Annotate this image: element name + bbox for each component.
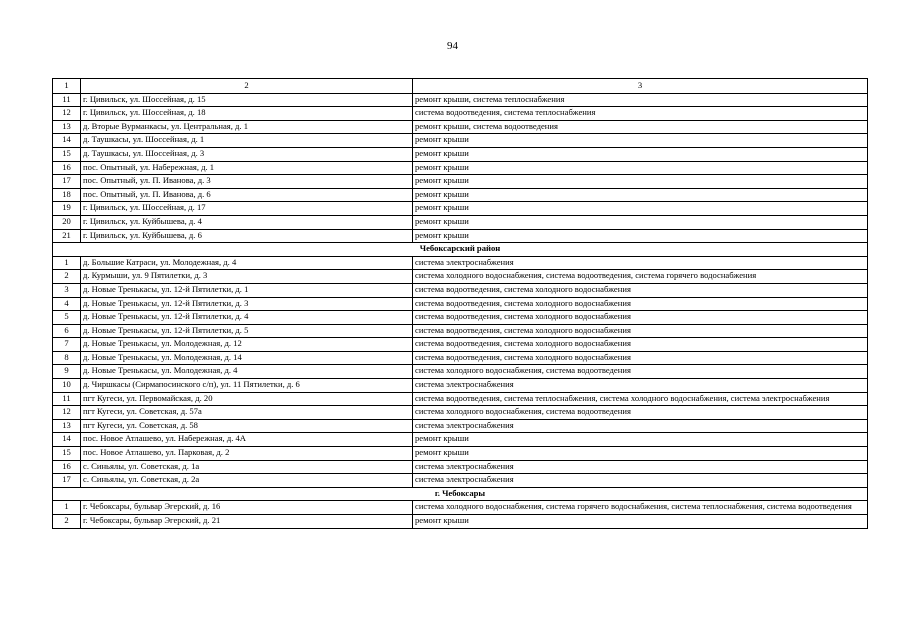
address-cell: пос. Опытный, ул. П. Иванова, д. 3 — [81, 175, 413, 189]
work-type-cell: система электроснабжения — [413, 460, 868, 474]
work-type-cell: система холодного водоснабжения, система водоотведения, система горячего водоснабжения — [413, 270, 868, 284]
work-type-cell: ремонт крыши — [413, 447, 868, 461]
row-number: 2 — [53, 515, 81, 529]
address-cell: г. Цивильск, ул. Куйбышева, д. 4 — [81, 215, 413, 229]
work-type-cell: ремонт крыши — [413, 147, 868, 161]
table-row — [53, 311, 868, 325]
work-type-cell: система холодного водоснабжения, система водоотведения — [413, 406, 868, 420]
table-row — [53, 406, 868, 420]
table-row — [53, 379, 868, 393]
section-header-row — [53, 243, 868, 257]
work-type-cell: система холодного водоснабжения, система горячего водоснабжения, система теплоснабжения, система водоотведения — [413, 501, 868, 515]
row-number: 11 — [53, 392, 81, 406]
table-row — [53, 447, 868, 461]
work-type-cell: система водоотведения, система холодного водоснабжения — [413, 338, 868, 352]
work-type-cell: ремонт крыши — [413, 161, 868, 175]
row-number: 20 — [53, 215, 81, 229]
table-row — [53, 338, 868, 352]
table-row — [53, 351, 868, 365]
table-row — [53, 460, 868, 474]
row-number: 16 — [53, 460, 81, 474]
table-row — [53, 433, 868, 447]
table-body — [53, 79, 868, 529]
address-cell: г. Цивильск, ул. Шоссейная, д. 17 — [81, 202, 413, 216]
address-cell: д. Новые Тренькасы, ул. 12-й Пятилетки, д. 3 — [81, 297, 413, 311]
row-number: 6 — [53, 324, 81, 338]
address-cell: д. Новые Тренькасы, ул. 12-й Пятилетки, д. 5 — [81, 324, 413, 338]
table-row — [53, 270, 868, 284]
row-number: 7 — [53, 338, 81, 352]
work-type-cell: система электроснабжения — [413, 419, 868, 433]
row-number: 9 — [53, 365, 81, 379]
table-row — [53, 419, 868, 433]
row-number: 5 — [53, 311, 81, 325]
table-row — [53, 175, 868, 189]
work-type-cell: система водоотведения, система холодного водоснабжения — [413, 311, 868, 325]
work-type-cell: система водоотведения, система теплоснабжения — [413, 107, 868, 121]
work-type-cell: система электроснабжения — [413, 474, 868, 488]
row-number: 8 — [53, 351, 81, 365]
address-cell: д. Новые Тренькасы, ул. Молодежная, д. 14 — [81, 351, 413, 365]
table-row — [53, 93, 868, 107]
address-cell: д. Таушкасы, ул. Шоссейная, д. 1 — [81, 134, 413, 148]
table-row — [53, 324, 868, 338]
table-row — [53, 215, 868, 229]
table-row — [53, 515, 868, 529]
row-number: 4 — [53, 297, 81, 311]
table-row — [53, 161, 868, 175]
page-number: 94 — [447, 40, 458, 52]
table-row — [53, 297, 868, 311]
table-row — [53, 188, 868, 202]
address-cell: д. Новые Тренькасы, ул. Молодежная, д. 4 — [81, 365, 413, 379]
work-type-cell: ремонт крыши, система теплоснабжения — [413, 93, 868, 107]
work-type-cell: ремонт крыши, система водоотведения — [413, 120, 868, 134]
header-row — [53, 79, 868, 94]
row-number: 17 — [53, 175, 81, 189]
repair-table — [52, 78, 868, 529]
section-header-row — [53, 487, 868, 501]
address-cell: д. Новые Тренькасы, ул. 12-й Пятилетки, д. 4 — [81, 311, 413, 325]
row-number: 19 — [53, 202, 81, 216]
row-number: 10 — [53, 379, 81, 393]
work-type-cell: система водоотведения, система холодного водоснабжения — [413, 351, 868, 365]
address-cell: пос. Новое Атлашево, ул. Набережная, д. 4А — [81, 433, 413, 447]
work-type-cell: система холодного водоснабжения, система водоотведения — [413, 365, 868, 379]
row-number: 3 — [53, 283, 81, 297]
table-row — [53, 229, 868, 243]
table-row — [53, 501, 868, 515]
work-type-cell: ремонт крыши — [413, 215, 868, 229]
address-cell: г. Чебоксары, бульвар Эгерский, д. 21 — [81, 515, 413, 529]
address-cell: пгт Кугеси, ул. Советская, д. 58 — [81, 419, 413, 433]
address-cell: г. Чебоксары, бульвар Эгерский, д. 16 — [81, 501, 413, 515]
address-cell: пгт Кугеси, ул. Первомайская, д. 20 — [81, 392, 413, 406]
work-type-cell: система водоотведения, система холодного водоснабжения — [413, 324, 868, 338]
table-row — [53, 392, 868, 406]
table-row — [53, 107, 868, 121]
address-cell: с. Синьялы, ул. Советская, д. 2а — [81, 474, 413, 488]
table-row — [53, 147, 868, 161]
address-cell: г. Цивильск, ул. Куйбышева, д. 6 — [81, 229, 413, 243]
address-cell: пгт Кугеси, ул. Советская, д. 57а — [81, 406, 413, 420]
row-number: 12 — [53, 406, 81, 420]
row-number: 14 — [53, 134, 81, 148]
table-row — [53, 283, 868, 297]
address-cell: д. Новые Тренькасы, ул. Молодежная, д. 12 — [81, 338, 413, 352]
work-type-cell: система водоотведения, система теплоснабжения, система холодного водоснабжения, система электроснабжения — [413, 392, 868, 406]
row-number: 13 — [53, 120, 81, 134]
work-type-cell: система водоотведения, система холодного водоснабжения — [413, 283, 868, 297]
header-cell-1: 1 — [53, 79, 81, 94]
row-number: 11 — [53, 93, 81, 107]
row-number: 13 — [53, 419, 81, 433]
row-number: 1 — [53, 501, 81, 515]
address-cell: пос. Новое Атлашево, ул. Парковая, д. 2 — [81, 447, 413, 461]
section-title: г. Чебоксары — [53, 487, 868, 501]
address-cell: г. Цивильск, ул. Шоссейная, д. 15 — [81, 93, 413, 107]
table-row — [53, 256, 868, 270]
work-type-cell: система электроснабжения — [413, 256, 868, 270]
work-type-cell: ремонт крыши — [413, 515, 868, 529]
address-cell: д. Вторые Вурманкасы, ул. Центральная, д. 1 — [81, 120, 413, 134]
work-type-cell: ремонт крыши — [413, 175, 868, 189]
header-cell-3: 3 — [413, 79, 868, 94]
table-row — [53, 365, 868, 379]
address-cell: д. Чиршкасы (Сирмапосинского с/п), ул. 11 Пятилетки, д. 6 — [81, 379, 413, 393]
work-type-cell: ремонт крыши — [413, 229, 868, 243]
work-type-cell: ремонт крыши — [413, 433, 868, 447]
address-cell: пос. Опытный, ул. П. Иванова, д. 6 — [81, 188, 413, 202]
address-cell: г. Цивильск, ул. Шоссейная, д. 18 — [81, 107, 413, 121]
row-number: 2 — [53, 270, 81, 284]
work-type-cell: ремонт крыши — [413, 134, 868, 148]
work-type-cell: ремонт крыши — [413, 188, 868, 202]
table-row — [53, 120, 868, 134]
row-number: 1 — [53, 256, 81, 270]
section-title: Чебоксарский район — [53, 243, 868, 257]
address-cell: д. Курмыши, ул. 9 Пятилетки, д. 3 — [81, 270, 413, 284]
row-number: 18 — [53, 188, 81, 202]
table-row — [53, 202, 868, 216]
row-number: 17 — [53, 474, 81, 488]
table-row — [53, 134, 868, 148]
work-type-cell: ремонт крыши — [413, 202, 868, 216]
row-number: 15 — [53, 147, 81, 161]
row-number: 14 — [53, 433, 81, 447]
work-type-cell: система электроснабжения — [413, 379, 868, 393]
row-number: 16 — [53, 161, 81, 175]
work-type-cell: система водоотведения, система холодного водоснабжения — [413, 297, 868, 311]
address-cell: пос. Опытный, ул. Набережная, д. 1 — [81, 161, 413, 175]
address-cell: д. Таушкасы, ул. Шоссейная, д. 3 — [81, 147, 413, 161]
row-number: 15 — [53, 447, 81, 461]
address-cell: д. Большие Катраси, ул. Молодежная, д. 4 — [81, 256, 413, 270]
row-number: 12 — [53, 107, 81, 121]
row-number: 21 — [53, 229, 81, 243]
table-row — [53, 474, 868, 488]
address-cell: с. Синьялы, ул. Советская, д. 1а — [81, 460, 413, 474]
address-cell: д. Новые Тренькасы, ул. 12-й Пятилетки, д. 1 — [81, 283, 413, 297]
header-cell-2: 2 — [81, 79, 413, 94]
